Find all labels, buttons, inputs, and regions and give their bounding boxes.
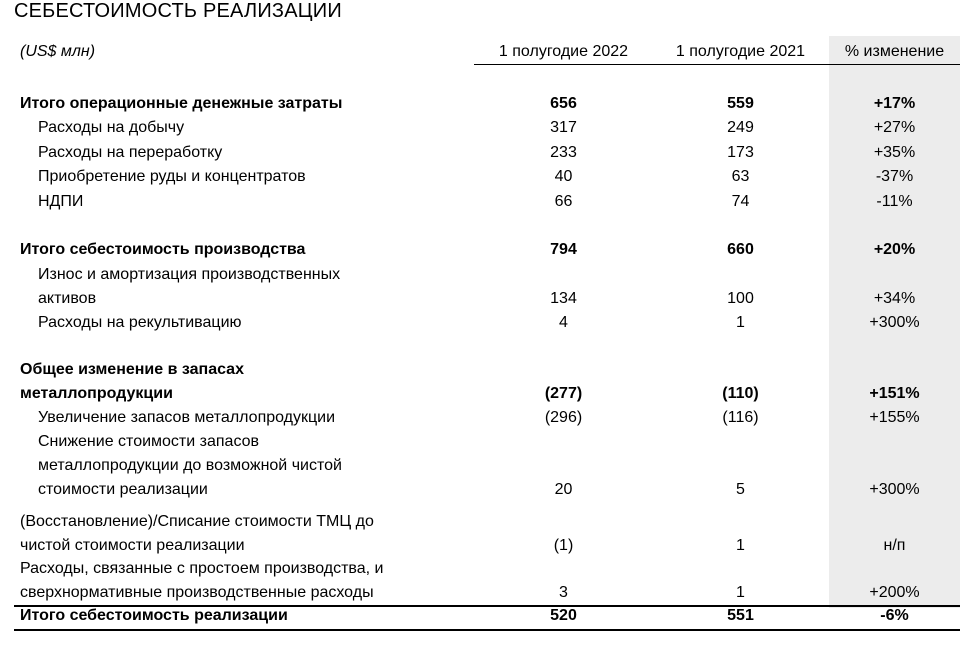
value-2021: 1: [736, 584, 745, 601]
value-change: +300%: [869, 314, 920, 331]
value-2021: 5: [736, 481, 745, 498]
value-2022: (296): [544, 409, 583, 426]
column-header-change: % изменение: [844, 43, 945, 60]
row-label: Увеличение запасов металлопродукции: [38, 409, 336, 426]
value-change: -6%: [880, 607, 909, 624]
value-change: +35%: [873, 144, 916, 161]
value-2022: 4: [559, 314, 568, 331]
value-2021: 1: [736, 314, 745, 331]
total-top-border: [14, 605, 960, 607]
row-label: металлопродукции: [20, 385, 173, 402]
row-label: Износ и амортизация производственных: [38, 266, 341, 283]
value-change: +151%: [869, 385, 920, 402]
value-change: +17%: [873, 95, 916, 112]
row-label: Снижение стоимости запасов: [38, 433, 260, 450]
row-label: металлопродукции до возможной чистой: [38, 457, 342, 474]
units-label: (US$ млн): [20, 43, 96, 60]
column-header-2022: 1 полугодие 2022: [498, 43, 629, 60]
value-2021: (116): [722, 409, 759, 426]
value-change: -37%: [875, 168, 914, 185]
value-2022: 520: [550, 607, 577, 624]
document-title: СЕБЕСТОИМОСТЬ РЕАЛИЗАЦИИ: [14, 0, 342, 22]
value-2021: 1: [736, 537, 745, 554]
value-change: -11%: [876, 193, 913, 210]
value-2022: 20: [554, 481, 573, 498]
row-label: активов: [38, 290, 97, 307]
value-2021: 63: [731, 168, 750, 185]
value-2022: (277): [544, 385, 583, 402]
value-2021: 559: [727, 95, 754, 112]
row-label: Итого себестоимость производства: [20, 241, 306, 258]
value-2021: 660: [727, 241, 754, 258]
row-label: Расходы на рекультивацию: [38, 314, 242, 331]
row-label: чистой стоимости реализации: [20, 537, 245, 554]
value-2022: 134: [550, 290, 577, 307]
value-2022: 40: [554, 168, 573, 185]
row-label: Общее изменение в запасах: [20, 361, 244, 378]
value-2022: 317: [550, 119, 577, 136]
row-label: сверхнормативные производственные расходы: [20, 584, 374, 601]
value-change: +20%: [873, 241, 916, 258]
value-2022: 66: [554, 193, 573, 210]
row-label: Расходы на переработку: [38, 144, 223, 161]
value-2022: 656: [550, 95, 577, 112]
row-label: стоимости реализации: [38, 481, 208, 498]
row-label: НДПИ: [38, 193, 84, 210]
row-label: Итого операционные денежные затраты: [20, 95, 343, 112]
value-change: +200%: [869, 584, 920, 601]
row-label: Расходы, связанные с простоем производства, и: [20, 560, 384, 577]
value-change: +155%: [869, 409, 920, 426]
value-2021: 551: [727, 607, 754, 624]
value-change: +27%: [873, 119, 916, 136]
value-2021: 249: [727, 119, 754, 136]
value-change: +300%: [869, 481, 920, 498]
value-2021: (110): [722, 385, 759, 402]
column-header-2021: 1 полугодие 2021: [675, 43, 806, 60]
value-2022: 3: [559, 584, 568, 601]
row-label: Приобретение руды и концентратов: [38, 168, 306, 185]
value-2021: 100: [727, 290, 754, 307]
total-bottom-border: [14, 629, 960, 631]
value-2021: 74: [731, 193, 750, 210]
row-label: Расходы на добычу: [38, 119, 185, 136]
value-change: +34%: [873, 290, 916, 307]
value-2021: 173: [727, 144, 754, 161]
row-label: (Восстановление)/Списание стоимости ТМЦ до: [20, 513, 374, 530]
value-change: н/п: [883, 537, 906, 554]
row-label: Итого себестоимость реализации: [20, 607, 288, 624]
value-2022: (1): [553, 537, 574, 554]
value-2022: 794: [550, 241, 577, 258]
value-2022: 233: [550, 144, 577, 161]
